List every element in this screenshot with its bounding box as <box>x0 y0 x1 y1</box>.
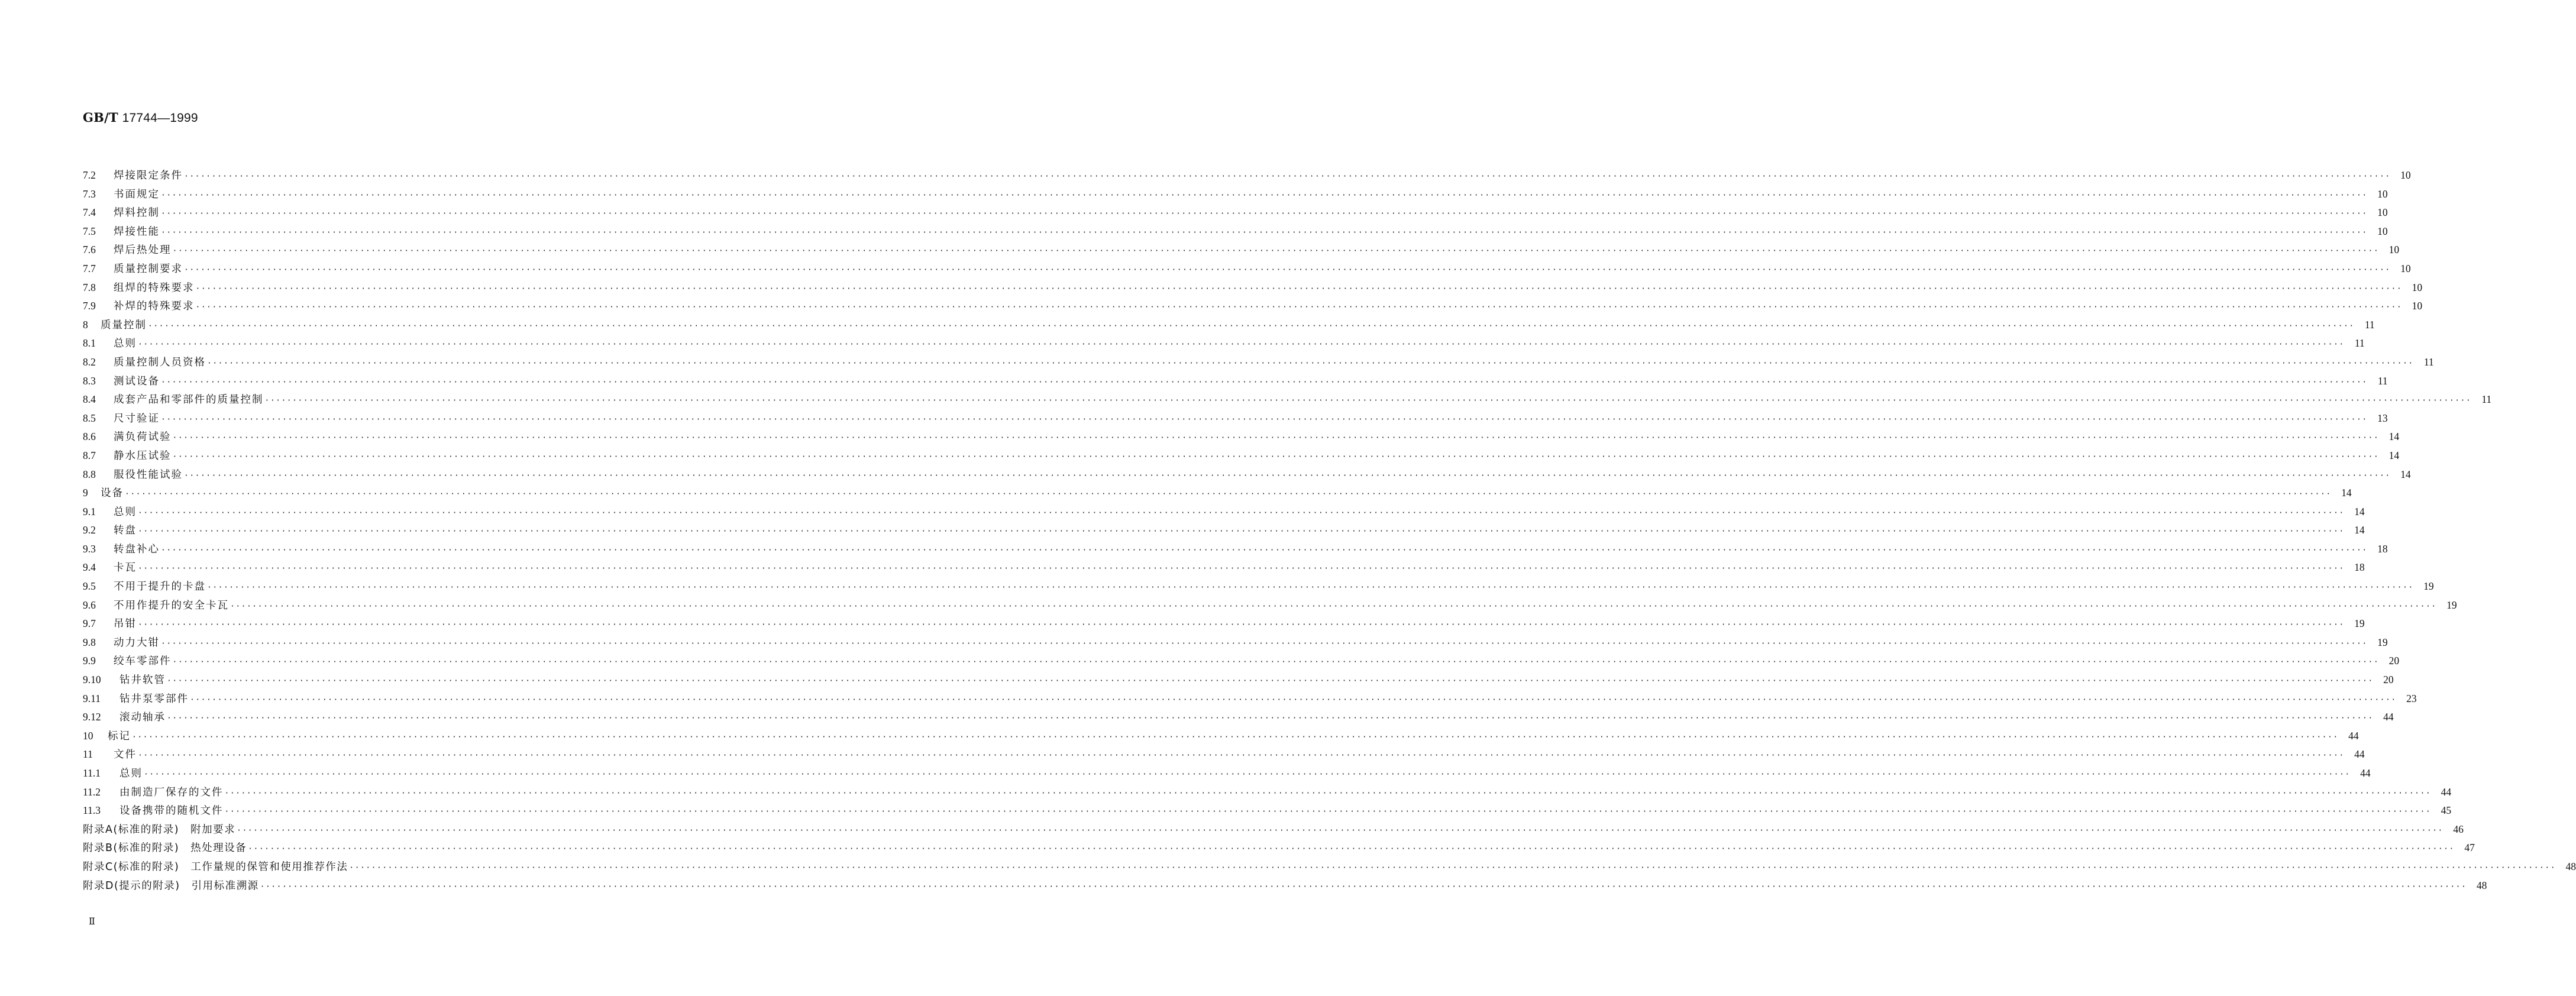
toc-entry[interactable] <box>83 578 2434 597</box>
toc-entry[interactable] <box>83 467 2411 486</box>
toc-entry-title: 总则 <box>114 338 137 350</box>
toc-entry-number: 11.3 <box>83 804 101 817</box>
toc-entry-title: 动力大钳 <box>114 636 160 649</box>
toc-entry-number: 9.11 <box>83 692 101 704</box>
toc-entry-title: 转盘 <box>114 525 137 537</box>
toc-dot-leader: ················································································································································································································································································································································································································ <box>144 770 2351 779</box>
toc-dot-leader: ················································································································································································································································································································································································································ <box>172 452 2380 461</box>
toc-entry[interactable] <box>83 691 2417 710</box>
toc-entry-title: 附录B(标准的附录) 热处理设备 <box>83 842 247 855</box>
toc-entry[interactable] <box>83 859 2576 878</box>
toc-entry-title: 卡瓦 <box>114 562 137 574</box>
toc-entry[interactable] <box>83 784 2452 803</box>
toc-entry-title: 钻井软管 <box>119 674 166 687</box>
toc-dot-leader: ················································································································································································································································································································································································································ <box>167 714 2374 723</box>
toc-entry[interactable] <box>83 765 2371 784</box>
toc-entry-page: 10 <box>2377 206 2388 219</box>
toc-entry-page: 19 <box>2423 580 2434 593</box>
toc-entry-page: 45 <box>2441 804 2452 817</box>
toc-entry[interactable] <box>83 298 2423 317</box>
toc-entry-page: 10 <box>2388 244 2400 256</box>
toc-entry-page: 13 <box>2377 412 2388 424</box>
toc-entry-number: 9.12 <box>83 711 101 723</box>
toc-entry-title: 焊后热处理 <box>114 244 172 257</box>
toc-dot-leader: ················································································································································································································································································································································································································ <box>349 863 2556 872</box>
toc-entry[interactable] <box>83 354 2434 373</box>
toc-entry-page: 44 <box>2360 767 2371 779</box>
toc-entry-title: 成套产品和零部件的质量控制 <box>114 394 264 406</box>
toc-entry-title: 总则 <box>114 506 137 518</box>
toc-entry-page: 11 <box>2364 318 2375 331</box>
toc-dot-leader: ················································································································································································································································································································································································································ <box>132 732 2339 742</box>
toc-entry-page: 18 <box>2377 542 2388 555</box>
toc-entry[interactable] <box>83 878 2487 897</box>
toc-entry-page: 14 <box>2341 487 2352 499</box>
toc-entry-title: 焊接性能 <box>114 225 160 238</box>
toc-entry-page: 11 <box>2423 355 2434 368</box>
toc-entry-page: 20 <box>2388 655 2400 667</box>
toc-dot-leader: ················································································································································································································································································································································································································ <box>138 340 2345 350</box>
toc-entry[interactable] <box>83 746 2365 765</box>
toc-entry[interactable] <box>83 317 2375 336</box>
toc-entry[interactable] <box>83 597 2457 616</box>
toc-entry-title: 附录A(标准的附录) 附加要求 <box>83 823 236 836</box>
toc-entry[interactable] <box>83 261 2411 280</box>
toc-entry-number: 7.5 <box>83 225 96 237</box>
toc-entry-page: 11 <box>2377 374 2388 387</box>
toc-entry-title: 吊钳 <box>114 618 137 630</box>
toc-dot-leader: ················································································································································································································································································································································································································ <box>138 564 2345 574</box>
toc-entry-number: 9.6 <box>83 599 96 611</box>
toc-dot-leader: ················································································································································································································································································································································································································ <box>138 751 2345 761</box>
toc-entry-title: 服役性能试验 <box>114 468 183 481</box>
toc-entry-number: 9.3 <box>83 542 96 555</box>
toc-dot-leader: ················································································································································································································································································································································································································ <box>161 545 2368 555</box>
toc-entry-page: 19 <box>2377 636 2388 648</box>
toc-dot-leader: ················································································································································································································································································································································································································ <box>172 658 2380 667</box>
toc-entry[interactable] <box>83 635 2388 654</box>
toc-entry[interactable] <box>83 205 2388 224</box>
toc-entry-number: 7.3 <box>83 187 96 200</box>
toc-dot-leader: ················································································································································································································································································································································································································ <box>138 527 2345 536</box>
toc-dot-leader: ················································································································································································································································································································································································································ <box>161 228 2368 237</box>
toc-entry-title: 附录C(标准的附录) 工作量规的保管和使用推荐作法 <box>83 861 348 873</box>
toc-dot-leader: ················································································································································································································································································································································································································ <box>264 396 2472 406</box>
toc-entry-number: 8.2 <box>83 355 96 368</box>
toc-entry-number: 8.5 <box>83 412 96 424</box>
toc-entry-number: 8 <box>83 318 88 331</box>
toc-entry-title: 标记 <box>108 730 131 742</box>
toc-entry-title: 静水压试验 <box>114 450 172 462</box>
toc-entry-title: 满负荷试验 <box>114 431 172 444</box>
toc-entry[interactable] <box>83 709 2394 728</box>
toc-entry-page: 19 <box>2354 617 2365 630</box>
toc-dot-leader: ················································································································································································································································································································································································································ <box>207 583 2414 593</box>
toc-dot-leader: ················································································································································································································································································································································································································ <box>172 434 2380 443</box>
toc-entry-page: 48 <box>2565 860 2576 872</box>
toc-entry[interactable] <box>83 840 2475 859</box>
toc-entry-number: 8.6 <box>83 431 96 443</box>
toc-dot-leader: ················································································································································································································································································································································································································ <box>184 172 2391 181</box>
toc-entry-page: 19 <box>2446 599 2457 611</box>
toc-entry-page: 14 <box>2400 468 2411 480</box>
toc-entry-page: 10 <box>2400 262 2411 274</box>
toc-entry-title: 转盘补心 <box>114 543 160 555</box>
toc-dot-leader: ················································································································································································································································································································································································································ <box>190 695 2397 704</box>
toc-entry-page: 44 <box>2383 711 2394 723</box>
document-header <box>83 110 198 125</box>
toc-entry-number: 7.9 <box>83 300 96 312</box>
toc-entry-page: 18 <box>2354 561 2365 574</box>
toc-entry-number: 7.4 <box>83 206 96 219</box>
toc-entry-title: 不用于提升的卡盘 <box>114 581 206 593</box>
toc-entry-number: 9.1 <box>83 505 96 518</box>
toc-dot-leader: ················································································································································································································································································································································································································ <box>230 602 2437 611</box>
toc-entry-title: 绞车零部件 <box>114 655 172 668</box>
toc-entry-number: 9.5 <box>83 580 96 593</box>
toc-entry[interactable] <box>83 485 2352 504</box>
toc-entry-number: 9.9 <box>83 655 96 667</box>
toc-entry-number: 9.2 <box>83 524 96 536</box>
toc-entry-number: 11 <box>83 748 93 761</box>
toc-entry[interactable] <box>83 186 2388 205</box>
toc-entry-number: 8.3 <box>83 374 96 387</box>
toc-entry-number: 9.4 <box>83 561 96 574</box>
page-number-footer: Ⅱ <box>89 917 95 927</box>
toc-entry-number: 7.7 <box>83 262 96 274</box>
toc-entry[interactable] <box>83 373 2388 392</box>
toc-entry[interactable] <box>83 504 2365 523</box>
toc-entry-number: 8.1 <box>83 337 96 350</box>
toc-entry-title: 滚动轴承 <box>119 712 166 724</box>
standard-prefix: GB/T <box>83 110 118 125</box>
toc-entry-title: 补焊的特殊要求 <box>114 300 195 313</box>
toc-dot-leader: ················································································································································································································································································································································································································ <box>138 508 2345 518</box>
toc-entry-page: 47 <box>2464 842 2475 854</box>
toc-dot-leader: ················································································································································································································································································································································································································ <box>184 265 2391 274</box>
toc-entry[interactable] <box>83 280 2423 299</box>
toc-dot-leader: ················································································································································································································································································································································································································ <box>167 677 2374 686</box>
toc-entry[interactable] <box>83 522 2365 541</box>
toc-entry-number: 8.8 <box>83 468 96 480</box>
toc-entry-title: 由制造厂保存的文件 <box>119 786 224 798</box>
toc-entry[interactable] <box>83 410 2388 429</box>
toc-entry-page: 11 <box>2354 337 2365 350</box>
toc-entry[interactable] <box>83 392 2492 410</box>
toc-entry-title: 钻井泵零部件 <box>119 693 189 705</box>
toc-entry[interactable] <box>83 822 2464 840</box>
toc-entry-number: 9 <box>83 487 88 499</box>
toc-entry-page: 14 <box>2354 505 2365 518</box>
toc-dot-leader: ················································································································································································································································································································································································································ <box>195 303 2403 312</box>
toc-entry-number: 9.8 <box>83 636 96 648</box>
toc-entry-page: 11 <box>2481 393 2492 406</box>
toc-dot-leader: ················································································································································································································································································································································································································ <box>237 826 2444 835</box>
toc-entry[interactable] <box>83 653 2400 672</box>
toc-dot-leader: ················································································································································································································································································································································································································ <box>138 620 2345 630</box>
toc-dot-leader: ················································································································································································································································································································································································································ <box>161 209 2368 219</box>
toc-entry[interactable] <box>83 167 2411 186</box>
toc-entry-title: 焊接限定条件 <box>114 170 183 182</box>
toc-entry-number: 10 <box>83 729 93 742</box>
toc-entry-page: 14 <box>2388 431 2400 443</box>
toc-entry-page: 23 <box>2406 692 2417 704</box>
toc-entry-title: 总则 <box>119 768 143 780</box>
toc-entry[interactable] <box>83 616 2365 635</box>
toc-dot-leader: ················································································································································································································································································································································································································ <box>224 788 2432 798</box>
toc-entry-page: 48 <box>2476 879 2487 891</box>
toc-entry[interactable] <box>83 803 2452 822</box>
toc-entry-title: 组焊的特殊要求 <box>114 282 195 294</box>
standard-number: 17744—1999 <box>122 111 198 125</box>
toc-entry[interactable] <box>83 242 2400 261</box>
toc-entry[interactable] <box>83 541 2388 560</box>
toc-dot-leader: ················································································································································································································································································································································································································ <box>248 845 2455 854</box>
toc-entry-number: 7.8 <box>83 281 96 293</box>
toc-entry-title: 设备 <box>101 487 124 500</box>
toc-dot-leader: ················································································································································································································································································································································································································ <box>172 247 2380 256</box>
toc-entry-number: 7.6 <box>83 244 96 256</box>
toc-entry-page: 10 <box>2377 187 2388 200</box>
toc-dot-leader: ················································································································································································································································································································································································································ <box>161 415 2368 424</box>
toc-entry-title: 设备携带的随机文件 <box>119 805 224 817</box>
toc-entry-page: 14 <box>2388 449 2400 461</box>
toc-entry-page: 20 <box>2383 674 2394 686</box>
toc-dot-leader: ················································································································································································································································································································································································································ <box>207 358 2414 368</box>
toc-entry-title: 不用作提升的安全卡瓦 <box>114 599 229 612</box>
toc-entry-number: 11.2 <box>83 785 101 798</box>
toc-entry-title: 焊料控制 <box>114 207 160 219</box>
toc-dot-leader: ················································································································································································································································································································································································································ <box>195 284 2403 293</box>
toc-entry-page: 10 <box>2412 300 2423 312</box>
toc-entry[interactable] <box>83 672 2394 691</box>
toc-entry-page: 10 <box>2412 281 2423 293</box>
toc-entry[interactable] <box>83 560 2365 578</box>
toc-entry-title: 质量控制 <box>101 319 147 331</box>
toc-dot-leader: ················································································································································································································································································································································································································ <box>161 190 2368 200</box>
toc-entry-title: 文件 <box>114 749 137 761</box>
toc-dot-leader: ················································································································································································································································································································································································································ <box>148 321 2355 331</box>
toc-entry-number: 9.7 <box>83 617 96 630</box>
table-of-contents <box>83 167 2576 896</box>
toc-entry-page: 10 <box>2400 169 2411 181</box>
toc-entry[interactable] <box>83 224 2388 242</box>
toc-dot-leader: ················································································································································································································································································································································································································ <box>260 882 2467 891</box>
toc-dot-leader: ················································································································································································································································································································································································································ <box>125 490 2332 499</box>
toc-entry[interactable] <box>83 429 2400 448</box>
toc-entry-page: 14 <box>2354 524 2365 536</box>
toc-entry-number: 11.1 <box>83 767 101 779</box>
toc-entry-title: 附录D(提示的附录) 引用标准溯源 <box>83 879 259 892</box>
toc-dot-leader: ················································································································································································································································································································································································································ <box>184 471 2391 480</box>
toc-dot-leader: ················································································································································································································································································································································································································ <box>161 639 2368 648</box>
toc-entry-title: 尺寸验证 <box>114 412 160 425</box>
toc-entry-number: 9.10 <box>83 674 101 686</box>
toc-entry-number: 7.2 <box>83 169 96 181</box>
toc-entry-title: 书面规定 <box>114 188 160 201</box>
toc-entry-page: 44 <box>2354 748 2365 761</box>
toc-entry-title: 测试设备 <box>114 375 160 387</box>
toc-entry[interactable] <box>83 448 2400 467</box>
toc-dot-leader: ················································································································································································································································································································································································································ <box>224 807 2432 817</box>
toc-dot-leader: ················································································································································································································································································································································································································ <box>161 377 2368 387</box>
toc-entry-page: 44 <box>2441 785 2452 798</box>
toc-entry-page: 44 <box>2348 729 2359 742</box>
toc-entry[interactable] <box>83 335 2365 354</box>
toc-entry-page: 46 <box>2453 823 2464 835</box>
toc-entry-page: 10 <box>2377 225 2388 237</box>
toc-entry-number: 8.7 <box>83 449 96 461</box>
toc-entry-number: 8.4 <box>83 393 96 406</box>
toc-entry-title: 质量控制要求 <box>114 263 183 275</box>
toc-entry[interactable] <box>83 728 2359 747</box>
toc-entry-title: 质量控制人员资格 <box>114 356 206 368</box>
